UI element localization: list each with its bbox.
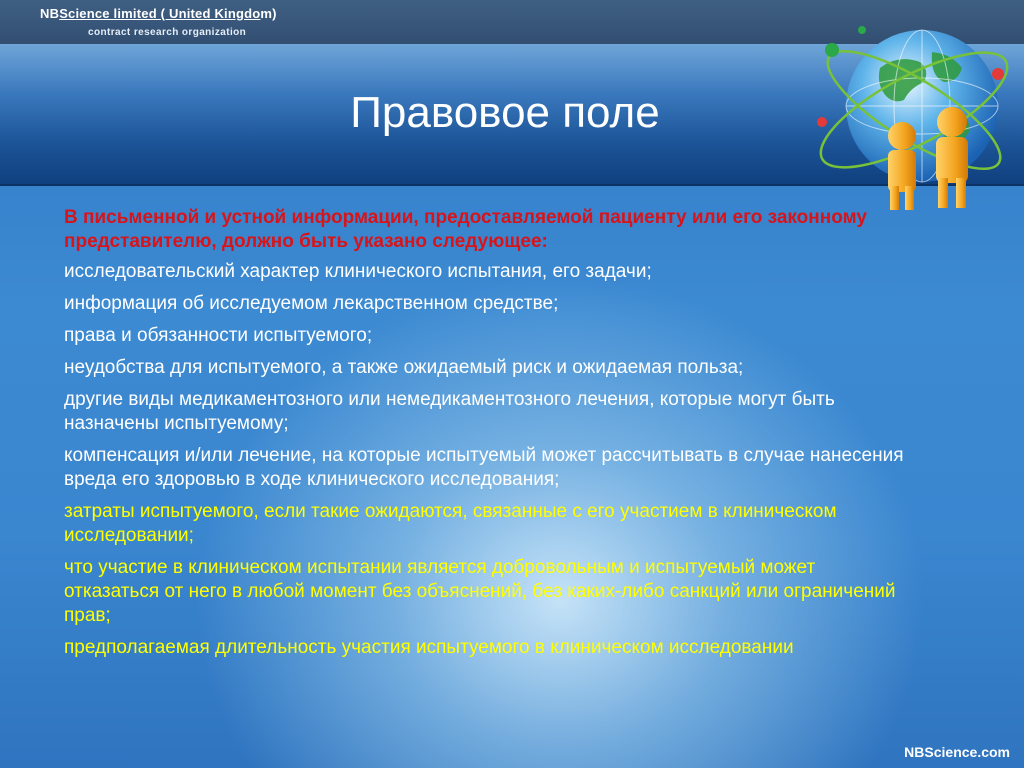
- company-prefix: NB: [40, 6, 60, 21]
- slide-content: [64, 206, 914, 668]
- list-item: что участие в клиническом испытании является добровольным и испытуемый может отказаться от него в любой момент без объяснений, без каких-либо санкций или ограничений прав;: [64, 557, 896, 626]
- list-item: компенсация и/или лечение, на которые испытуемый может рассчитывать в случае нанесения вреда его здоровью в ходе клинического исследования;: [64, 445, 904, 490]
- list-item: исследовательский характер клинического испытания, его задачи;: [64, 261, 652, 282]
- footer-site: NBScience.com: [904, 744, 1010, 760]
- list-item: предполагаемая длительность участия испытуемого в клиническом исследовании: [64, 637, 794, 658]
- globe-with-people-icon: [802, 18, 1016, 214]
- list-item: затраты испытуемого, если такие ожидаются, связанные с его участием в клиническом исследовании;: [64, 501, 837, 546]
- company-suffix: m): [260, 6, 277, 21]
- slide-title: Правовое поле: [350, 88, 660, 137]
- list-item: неудобства для испытуемого, а также ожидаемый риск и ожидаемая польза;: [64, 357, 744, 378]
- company-name-underlined: Science limited ( United Kingdo: [59, 6, 261, 21]
- tagline: contract research organization: [88, 27, 247, 38]
- company-name: [40, 6, 277, 21]
- intro-text: В письменной и устной информации, предоставляемой пациенту или его законному представителю, должно быть указано следующее:: [64, 207, 867, 252]
- list-item: информация об исследуемом лекарственном средстве;: [64, 293, 559, 314]
- list-item: права и обязанности испытуемого;: [64, 325, 373, 346]
- list-item: другие виды медикаментозного или немедикаментозного лечения, которые могут быть назначены испытуемому;: [64, 389, 835, 434]
